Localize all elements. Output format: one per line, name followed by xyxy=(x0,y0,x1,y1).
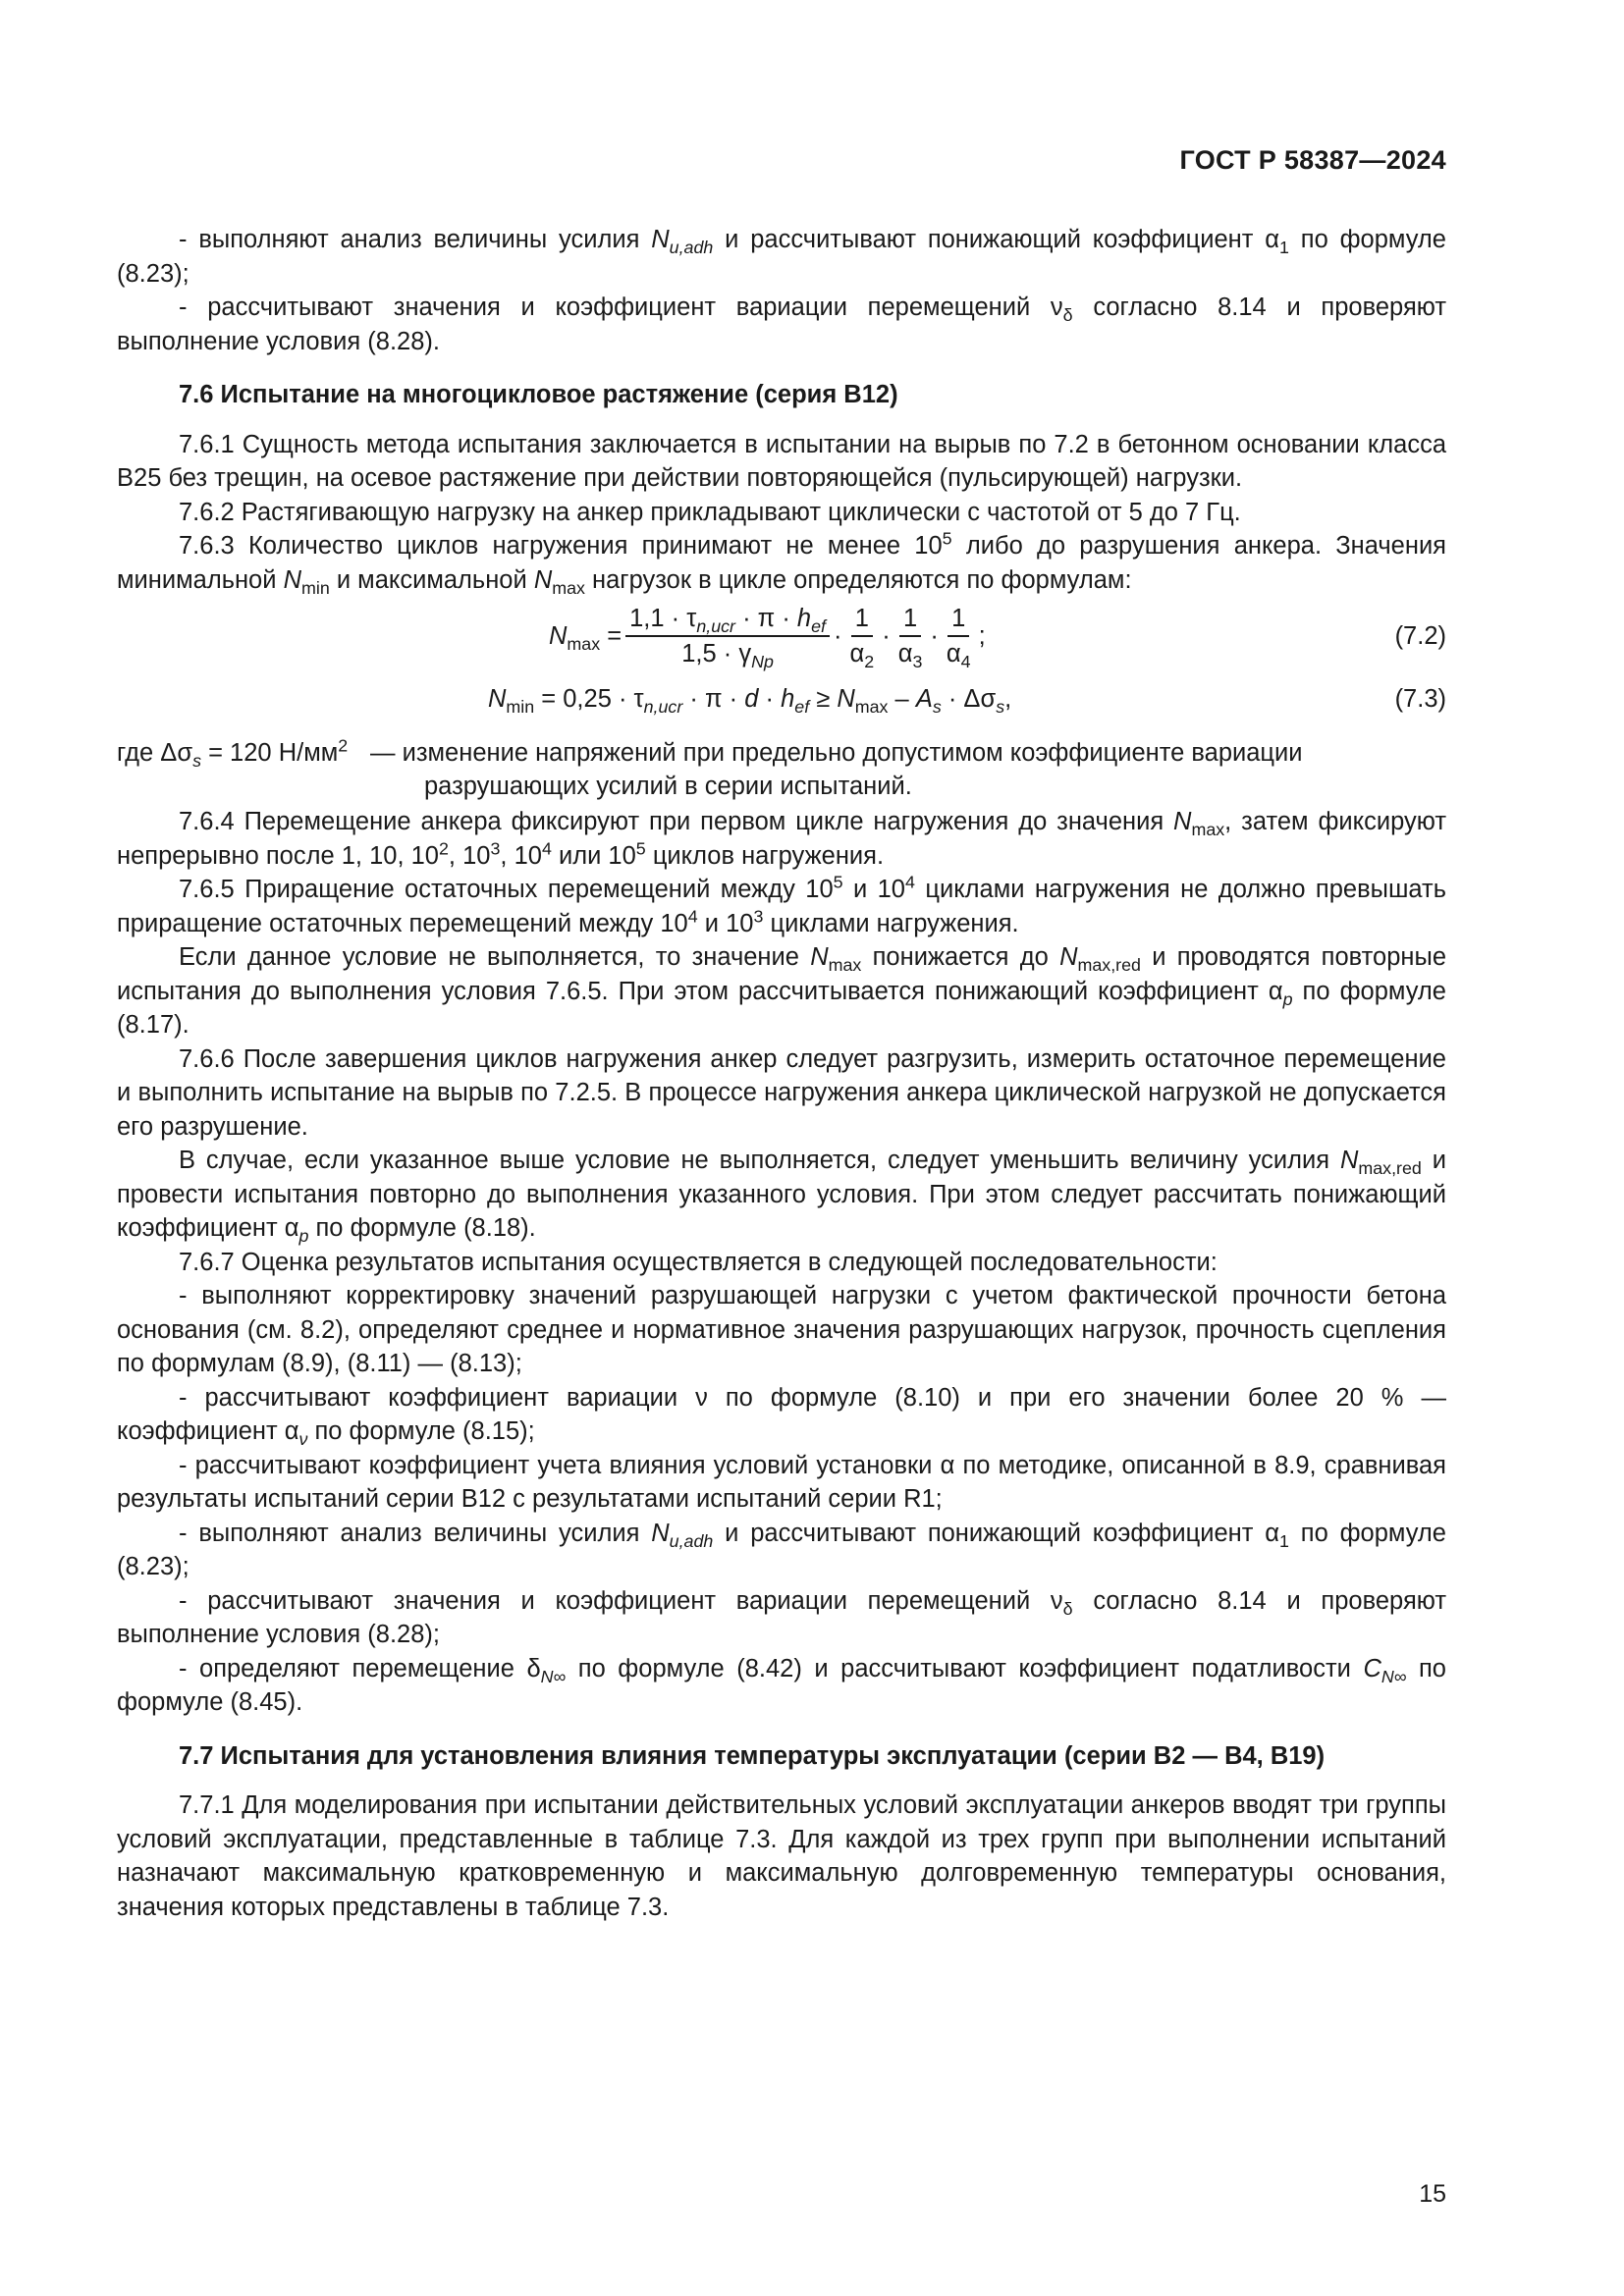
sub: s xyxy=(932,696,942,717)
var: N xyxy=(549,621,568,650)
paragraph-7-6-5-condition xyxy=(117,940,1446,1042)
text: по формуле (8.23); xyxy=(117,1519,1446,1580)
paragraph-7-6-4 xyxy=(117,805,1446,873)
dot: · xyxy=(834,621,842,650)
sub: N∞ xyxy=(1380,1666,1407,1686)
text: 1,1 · xyxy=(629,605,687,632)
text: и рассчитывают понижающий коэффициент xyxy=(713,226,1266,253)
sub: s xyxy=(192,751,201,772)
where-symbol xyxy=(117,736,348,771)
var: N xyxy=(283,565,301,594)
text: = xyxy=(600,621,623,650)
sub: min xyxy=(506,696,535,717)
text: В случае, если указанное выше условие не выполняется, следует уменьшить величину усилия xyxy=(179,1147,1340,1174)
fraction-main xyxy=(625,604,830,672)
var: N xyxy=(1173,808,1192,835)
formula-7-3 xyxy=(117,675,1446,722)
text: · π · xyxy=(682,684,745,713)
text: согласно 8.14 и проверяют выполнение условия (8.28). xyxy=(117,294,1446,355)
sup: 4 xyxy=(541,838,552,858)
sub xyxy=(1077,955,1140,975)
bullet-correction: - выполняют корректировку значений разрушающей нагрузки с учетом фактической прочности бетона основания (см. 8.2), определяют среднее и нормативное значения разрушающих нагрузок, прочность сцепления по формулам (8.9), (8.11) — (8.13); xyxy=(117,1282,1446,1377)
var: α xyxy=(940,1451,955,1479)
text: и проводятся повторные испытания до выполнения условия 7.6.5. При этом рассчитывается понижающий коэффициент xyxy=(117,943,1447,1005)
where-description-cont: разрушающих усилий в серии испытаний. xyxy=(424,773,912,800)
sup: 5 xyxy=(833,872,843,892)
var: ν xyxy=(695,1383,708,1412)
section-heading-7-7: 7.7 Испытания для установления влияния температуры эксплуатации (серии В2 — В4, В19) xyxy=(179,1741,1326,1770)
text: по формуле (8.42) и рассчитывают коэффициент податливости xyxy=(566,1654,1364,1682)
bullet-installation-influence xyxy=(117,1449,1446,1517)
paragraph-7-6-2: 7.6.2 Растягивающую нагрузку на анкер прикладывают циклически с частотой от 5 до 7 Гц. xyxy=(179,498,1241,526)
formula-number-7-3: (7.3) xyxy=(1394,684,1446,713)
text: · Δσ xyxy=(941,684,997,713)
formula-7-3-body xyxy=(488,682,1011,717)
sub: max xyxy=(1191,820,1225,840)
var: N xyxy=(837,684,855,713)
text: · π · xyxy=(735,605,797,632)
sub: p xyxy=(1282,988,1293,1009)
sub: δ xyxy=(1062,1598,1073,1619)
section-heading-7-6: 7.6 Испытание на многоцикловое растяжение (серия В12) xyxy=(179,381,898,408)
text: нагрузок в цикле определяются по формулам: xyxy=(584,565,1132,594)
sub: p xyxy=(298,1226,309,1247)
fraction-alpha3 xyxy=(894,604,927,672)
var: α xyxy=(1268,977,1283,1005)
text: по формуле (8.17). xyxy=(117,977,1446,1039)
var: ν xyxy=(1050,294,1063,321)
text: и 10 xyxy=(697,909,754,937)
text: = 0,25 · xyxy=(534,684,634,713)
var: δ xyxy=(526,1654,541,1682)
sub: ef xyxy=(811,616,826,637)
page-number: 15 xyxy=(1419,2180,1446,2208)
bullet-variation-displacements-2 xyxy=(117,1584,1446,1652)
dot: · xyxy=(882,621,891,650)
sub: 1 xyxy=(1279,238,1289,258)
text: 7.6.3 Количество циклов нагружения принимают не менее 10 xyxy=(179,532,943,560)
text: согласно 8.14 и проверяют выполнение условия (8.28); xyxy=(117,1586,1446,1648)
sub: n,ucr xyxy=(696,616,735,637)
sub: ν xyxy=(298,1429,308,1450)
document-number-header: ГОСТ Р 58387—2024 xyxy=(1179,145,1446,175)
var: A xyxy=(915,684,933,713)
formula-text xyxy=(488,682,1011,717)
text: - выполняют анализ величины усилия xyxy=(179,226,652,253)
var: N xyxy=(488,684,507,713)
var: α xyxy=(1265,226,1279,253)
sub: max xyxy=(854,696,889,717)
var: N xyxy=(651,226,670,253)
text: циклами нагружения. xyxy=(763,909,1019,937)
sub: N∞ xyxy=(540,1666,567,1686)
var: γ xyxy=(738,640,752,667)
numerator xyxy=(625,604,830,637)
var: α xyxy=(897,640,913,667)
paragraph-7-6-7: 7.6.7 Оценка результатов испытания осуществляется в следующей последовательности: xyxy=(179,1248,1218,1276)
text: ≥ xyxy=(809,684,838,713)
sub: 2 xyxy=(864,652,875,672)
var: α xyxy=(1265,1519,1279,1547)
numerator: 1 xyxy=(947,604,969,637)
text: понижается до xyxy=(861,943,1060,971)
sup: 3 xyxy=(753,906,764,926)
var: α xyxy=(284,1417,299,1445)
var: d xyxy=(744,684,759,713)
text: по формуле (8.10) и при его значении более 20 % — коэффициент xyxy=(117,1383,1446,1445)
sub: max xyxy=(567,633,601,654)
sub: s xyxy=(996,696,1005,717)
sup: 4 xyxy=(687,906,698,926)
formula-lhs xyxy=(549,619,622,654)
text: - рассчитывают значения и коэффициент вариации перемещений xyxy=(179,1586,1051,1615)
formula-7-2-body xyxy=(549,604,986,672)
bullet-variation-displacements xyxy=(117,291,1446,358)
bullet-analysis-force-2 xyxy=(117,1517,1446,1584)
dot: · xyxy=(930,621,939,650)
sub: ef xyxy=(794,696,810,717)
text: Если данное условие не выполняется, то значение xyxy=(179,943,811,971)
text: , затем фиксируют непрерывно после 1, 10, 10 xyxy=(117,808,1446,870)
paragraph-7-6-6-condition xyxy=(117,1144,1446,1246)
text: циклами нагружения не должно превышать приращение остаточных перемещений между 10 xyxy=(117,876,1447,937)
sup: 4 xyxy=(905,872,915,892)
numerator: 1 xyxy=(851,604,873,637)
document-body xyxy=(117,223,1446,1924)
sub: Np xyxy=(751,652,774,672)
text: , xyxy=(1004,684,1012,713)
text: - выполняют анализ величины усилия xyxy=(179,1519,652,1547)
denominator xyxy=(894,637,927,672)
text: = 120 Н/мм xyxy=(201,739,339,767)
denominator xyxy=(943,637,975,672)
sub: δ xyxy=(1062,305,1073,326)
var: α xyxy=(284,1214,299,1242)
text: , 10 xyxy=(448,841,491,870)
sup: 2 xyxy=(338,735,349,756)
text: либо до разрушения анкера. Значения минимальной xyxy=(117,532,1446,594)
paragraph-7-6-6: 7.6.6 После завершения циклов нагружения анкер следует разгрузить, измерить остаточное перемещение и выполнить испытание на вырыв по 7.2.5. В процессе нагружения анкера циклической нагрузкой не допускается его разрушение. xyxy=(117,1044,1446,1141)
fraction-alpha2 xyxy=(846,604,879,672)
text: - определяют перемещение xyxy=(179,1654,527,1682)
text: или 10 xyxy=(551,841,636,870)
sub: max xyxy=(828,955,862,976)
where-description: — изменение напряжений при предельно допустимом коэффициенте вариации xyxy=(370,739,1303,767)
sub: max xyxy=(552,577,585,598)
sub: n,ucr xyxy=(643,696,683,717)
var: α xyxy=(849,640,865,667)
sub: u,adh xyxy=(669,1530,714,1551)
sub: 4 xyxy=(960,652,971,672)
formula-number-7-2: (7.2) xyxy=(1394,621,1446,650)
text: по методике, описанной в 8.9, сравнивая результаты испытаний серии В12 с результатами испытаний серии R1; xyxy=(117,1451,1446,1513)
text: 7.6.5 Приращение остаточных перемещений между 10 xyxy=(179,876,834,903)
text: и 10 xyxy=(842,876,905,903)
text: где Δσ xyxy=(117,739,193,767)
bullet-variation-coefficient xyxy=(117,1381,1446,1449)
text: · xyxy=(758,684,782,713)
var: τ xyxy=(633,684,644,713)
paragraph-7-7-1: 7.7.1 Для моделирования при испытании действительных условий эксплуатации анкеров вводят три группы условий эксплуатации, представленные в таблице 7.3. Для каждой из трех групп при выполнении испытаний назначают максимальную кратковременную и максимальную долговременную температуры основания, значения которых представлены в таблице 7.3. xyxy=(117,1791,1446,1921)
text: 1,5 · xyxy=(681,640,739,667)
text: - рассчитывают коэффициент учета влияния условий установки xyxy=(179,1451,941,1479)
text: и рассчитывают понижающий коэффициент xyxy=(713,1519,1266,1547)
var: ν xyxy=(1050,1586,1063,1615)
bullet-displacement-compliance xyxy=(117,1652,1446,1720)
text: и максимальной xyxy=(329,565,534,594)
sup: 2 xyxy=(438,838,449,858)
sub: max,red xyxy=(1358,1158,1422,1179)
text: по формуле (8.23); xyxy=(117,226,1446,288)
var: h xyxy=(781,684,795,713)
sup: 5 xyxy=(635,838,646,858)
text: по формуле (8.18). xyxy=(308,1214,536,1242)
paragraph-7-6-1: 7.6.1 Сущность метода испытания заключается в испытании на вырыв по 7.2 в бетонном основании класса В25 без трещин, на осевое растяжение при действии повторяющейся (пульсирующей) нагрузки. xyxy=(117,430,1446,492)
where-clause xyxy=(117,736,1446,805)
var: N xyxy=(810,943,829,971)
text: по формуле (8.15); xyxy=(307,1417,535,1445)
var: h xyxy=(796,605,812,632)
text: – xyxy=(888,684,916,713)
var: α xyxy=(946,640,961,667)
text: - рассчитывают коэффициент вариации xyxy=(179,1383,696,1412)
text: и провести испытания повторно до выполнения указанного условия. При этом следует рассчитать понижающий коэффициент xyxy=(117,1147,1446,1242)
sub: 3 xyxy=(912,652,923,672)
paragraph-7-6-5 xyxy=(117,873,1446,940)
var: τ xyxy=(686,605,697,632)
var: C xyxy=(1363,1654,1381,1682)
numerator: 1 xyxy=(899,604,921,637)
denominator xyxy=(677,637,778,672)
sup: 5 xyxy=(942,528,952,549)
sup: 3 xyxy=(490,838,501,858)
var: N xyxy=(1339,1147,1359,1174)
var: N xyxy=(651,1519,670,1547)
text: ; xyxy=(978,621,986,650)
sub: 1 xyxy=(1279,1530,1289,1551)
fraction-alpha4 xyxy=(943,604,975,672)
formula-7-2 xyxy=(117,601,1446,671)
denominator xyxy=(846,637,879,672)
var: N xyxy=(1059,943,1078,971)
text: max,red xyxy=(1077,955,1141,976)
text: циклов нагружения. xyxy=(645,841,885,870)
bullet-analysis-force xyxy=(117,223,1446,291)
var: N xyxy=(533,565,553,594)
sub: u,adh xyxy=(669,238,714,258)
text: - рассчитывают значения и коэффициент вариации перемещений xyxy=(179,294,1051,321)
text: по формуле (8.45). xyxy=(117,1654,1446,1716)
text: 7.6.4 Перемещение анкера фиксируют при первом цикле нагружения до значения xyxy=(179,808,1174,835)
sub: min xyxy=(301,577,330,598)
text: , 10 xyxy=(500,841,542,870)
paragraph-7-6-3 xyxy=(117,529,1446,597)
